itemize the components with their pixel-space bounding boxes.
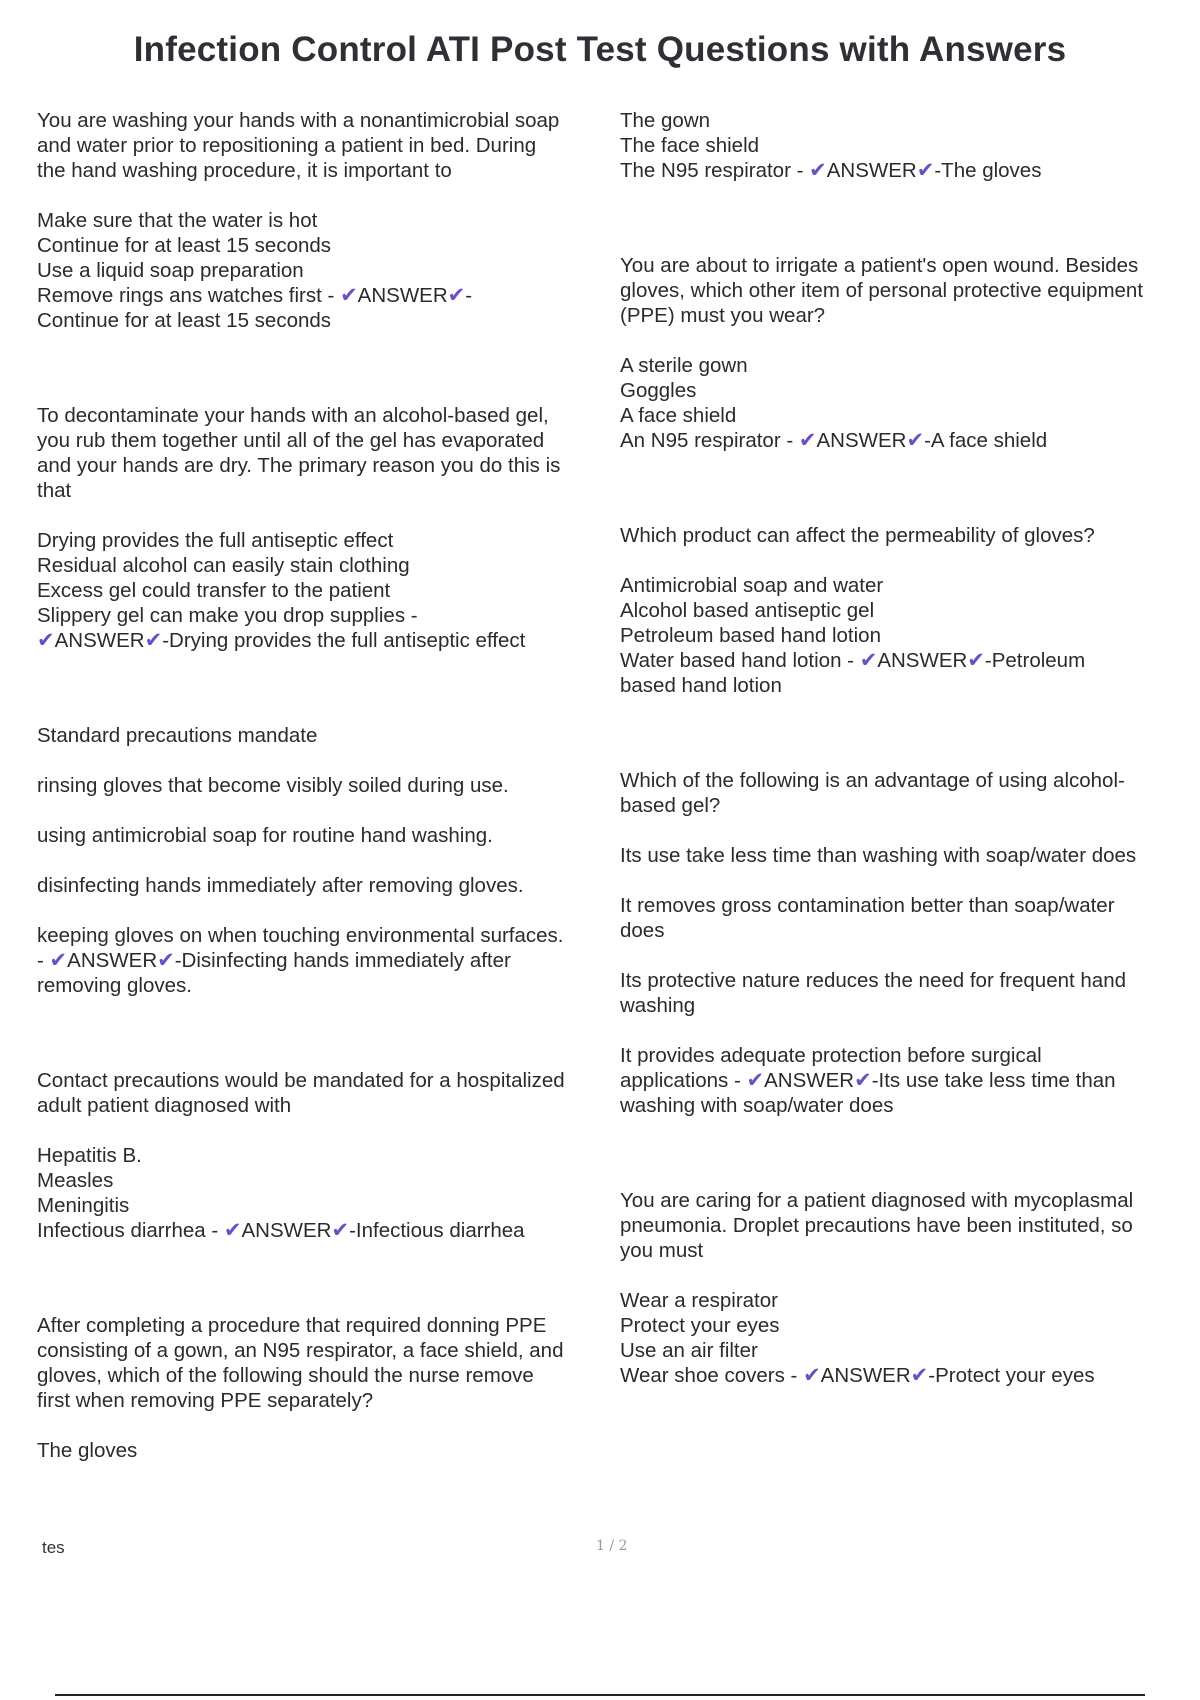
answer-option: Residual alcohol can easily stain clothing xyxy=(37,554,410,577)
question-stem-line: and water prior to repositioning a patient in bed. During xyxy=(37,134,537,157)
answer-option: Alcohol based antiseptic gel xyxy=(620,599,875,622)
check-icon: ✔ xyxy=(49,949,68,972)
correct-answer: Continue for at least 15 seconds xyxy=(37,309,332,332)
answer-label: ANSWER xyxy=(820,1364,911,1387)
question-stem-line: You are caring for a patient diagnosed with mycoplasmal xyxy=(620,1189,1134,1212)
question-droplet-precautions xyxy=(620,1188,1190,1388)
answer-label: ANSWER xyxy=(54,629,145,652)
answer-option: Petroleum based hand lotion xyxy=(620,624,881,647)
answer-option-with-key xyxy=(620,648,1190,673)
question-stem-line: After completing a procedure that required donning PPE xyxy=(37,1314,547,1337)
check-icon: ✔ xyxy=(37,629,55,652)
check-icon: ✔ xyxy=(447,284,466,307)
answer-option-continued: washing xyxy=(620,994,696,1017)
answer-option: Protect your eyes xyxy=(620,1314,780,1337)
question-stem-line: Contact precautions would be mandated for a hospitalized xyxy=(37,1069,565,1092)
correct-answer: -A face shield xyxy=(924,429,1048,452)
question-standard-precautions xyxy=(37,723,617,998)
answer-option-text: Infectious diarrhea - xyxy=(37,1219,219,1242)
answer-option: Antimicrobial soap and water xyxy=(620,574,884,597)
correct-answer: -The gloves xyxy=(934,159,1042,182)
question-stem-line: adult patient diagnosed with xyxy=(37,1094,292,1117)
answer-option-text: The N95 respirator - xyxy=(620,159,804,182)
question-stem-line: and your hands are dry. The primary reason you do this is xyxy=(37,454,561,477)
answer-option: using antimicrobial soap for routine hand washing. xyxy=(37,824,493,847)
check-icon: ✔ xyxy=(967,649,985,672)
answer-key-line xyxy=(37,628,617,653)
answer-option-text: Remove rings ans watches first - xyxy=(37,284,335,307)
answer-option-with-key xyxy=(620,1068,1190,1093)
question-stem-line: based gel? xyxy=(620,794,721,817)
question-stem-line: You are about to irrigate a patient's open wound. Besides xyxy=(620,254,1139,277)
answer-option: Hepatitis B. xyxy=(37,1144,142,1167)
answer-option-with-key xyxy=(620,428,1190,453)
answer-label: ANSWER xyxy=(357,284,448,307)
answer-option: The gloves xyxy=(37,1439,138,1462)
answer-option: It provides adequate protection before surgical xyxy=(620,1044,1042,1067)
answer-label: ANSWER xyxy=(67,949,158,972)
question-contact-precautions xyxy=(37,1068,617,1243)
check-icon: ✔ xyxy=(223,1219,242,1242)
answer-dash: - xyxy=(465,284,473,307)
answer-option: Use a liquid soap preparation xyxy=(37,259,304,282)
question-stem-line: you rub them together until all of the gel has evaporated xyxy=(37,429,545,452)
question-stem-line: first when removing PPE separately? xyxy=(37,1389,374,1412)
question-hand-washing xyxy=(37,108,617,333)
question-wound-irrigation xyxy=(620,253,1190,453)
footer-tag: tes xyxy=(42,1538,65,1557)
correct-answer: -Protect your eyes xyxy=(928,1364,1095,1387)
question-stem-line: the hand washing procedure, it is important to xyxy=(37,159,452,182)
check-icon: ✔ xyxy=(746,1069,765,1092)
question-stem-line: Which of the following is an advantage of using alcohol- xyxy=(620,769,1125,792)
answer-option: Wear a respirator xyxy=(620,1289,778,1312)
answer-option: A sterile gown xyxy=(620,354,748,377)
correct-answer: -Petroleum xyxy=(984,649,1086,672)
question-ppe-removal-continued xyxy=(620,108,1190,183)
answer-option: Goggles xyxy=(620,379,697,402)
left-column xyxy=(37,108,617,1463)
answer-label: ANSWER xyxy=(877,649,968,672)
answer-label: ANSWER xyxy=(816,429,907,452)
answer-label: ANSWER xyxy=(241,1219,332,1242)
question-stem-line: gloves, which other item of personal protective equipment xyxy=(620,279,1144,302)
answer-option-with-key xyxy=(37,283,617,308)
check-icon: ✔ xyxy=(798,429,817,452)
answer-option: Excess gel could transfer to the patient xyxy=(37,579,391,602)
right-column xyxy=(620,108,1190,1388)
correct-answer: -Its use take less time than xyxy=(871,1069,1116,1092)
answer-label: ANSWER xyxy=(764,1069,855,1092)
answer-option: rinsing gloves that become visibly soiled during use. xyxy=(37,774,509,797)
check-icon: ✔ xyxy=(803,1364,821,1387)
check-icon: ✔ xyxy=(916,159,935,182)
answer-option: Its protective nature reduces the need for frequent hand xyxy=(620,969,1126,992)
page-number: 1 / 2 xyxy=(596,1538,628,1554)
page-title: Infection Control ATI Post Test Questions with Answers xyxy=(133,30,1067,69)
question-alcohol-gel-advantage xyxy=(620,768,1190,1118)
answer-option: Use an air filter xyxy=(620,1339,758,1362)
answer-label: ANSWER xyxy=(826,159,917,182)
question-ppe-removal xyxy=(37,1313,617,1463)
question-stem-line: Standard precautions mandate xyxy=(37,724,318,747)
correct-answer: -Infectious diarrhea xyxy=(349,1219,525,1242)
question-glove-permeability xyxy=(620,523,1190,698)
answer-option-continued: does xyxy=(620,919,665,942)
answer-option-with-key xyxy=(620,1363,1190,1388)
answer-option: Drying provides the full antiseptic effect xyxy=(37,529,394,552)
correct-answer: -Drying provides the full antiseptic effect xyxy=(162,629,526,652)
check-icon: ✔ xyxy=(854,1069,872,1092)
question-stem-line: gloves, which of the following should the nurse remove xyxy=(37,1364,534,1387)
answer-option: Slippery gel can make you drop supplies - xyxy=(37,604,418,627)
question-stem-line: consisting of a gown, an N95 respirator, a face shield, and xyxy=(37,1339,564,1362)
question-stem-line: You are washing your hands with a nonantimicrobial soap xyxy=(37,109,560,132)
answer-dash: - xyxy=(37,949,44,972)
answer-option-text: applications - xyxy=(620,1069,741,1092)
answer-option: The gown xyxy=(620,109,711,132)
question-alcohol-gel xyxy=(37,403,617,653)
check-icon: ✔ xyxy=(144,629,163,652)
check-icon: ✔ xyxy=(331,1219,350,1242)
answer-option: It removes gross contamination better than soap/water xyxy=(620,894,1115,917)
bottom-divider xyxy=(55,1694,1145,1696)
question-stem-line: you must xyxy=(620,1239,704,1262)
answer-option: disinfecting hands immediately after removing gloves. xyxy=(37,874,524,897)
check-icon: ✔ xyxy=(906,429,925,452)
question-stem-line: Which product can affect the permeability of gloves? xyxy=(620,524,1095,547)
answer-option: Its use take less time than washing with soap/water does xyxy=(620,844,1137,867)
correct-answer-continued: washing with soap/water does xyxy=(620,1094,894,1117)
correct-answer-continued: removing gloves. xyxy=(37,974,192,997)
answer-option: Continue for at least 15 seconds xyxy=(37,234,332,257)
answer-option: Meningitis xyxy=(37,1194,130,1217)
check-icon: ✔ xyxy=(157,949,175,972)
answer-option: A face shield xyxy=(620,404,737,427)
answer-option: keeping gloves on when touching environmental surfaces. xyxy=(37,924,564,947)
check-icon: ✔ xyxy=(859,649,878,672)
question-stem-line: (PPE) must you wear? xyxy=(620,304,826,327)
check-icon: ✔ xyxy=(910,1364,929,1387)
answer-option-text: Wear shoe covers - xyxy=(620,1364,798,1387)
answer-option: Measles xyxy=(37,1169,114,1192)
answer-option-text: An N95 respirator - xyxy=(620,429,794,452)
question-stem-line: pneumonia. Droplet precautions have been instituted, so xyxy=(620,1214,1133,1237)
answer-option-with-key xyxy=(37,1218,617,1243)
answer-option-with-key xyxy=(620,158,1190,183)
correct-answer: -Disinfecting hands immediately after xyxy=(174,949,511,972)
answer-option-text: Water based hand lotion - xyxy=(620,649,854,672)
question-stem-line: To decontaminate your hands with an alcohol-based gel, xyxy=(37,404,549,427)
correct-answer-continued: based hand lotion xyxy=(620,674,782,697)
check-icon: ✔ xyxy=(809,159,827,182)
check-icon: ✔ xyxy=(340,284,358,307)
answer-option: Make sure that the water is hot xyxy=(37,209,318,232)
question-stem-line: that xyxy=(37,479,72,502)
answer-option: The face shield xyxy=(620,134,760,157)
answer-key-line xyxy=(37,948,617,973)
